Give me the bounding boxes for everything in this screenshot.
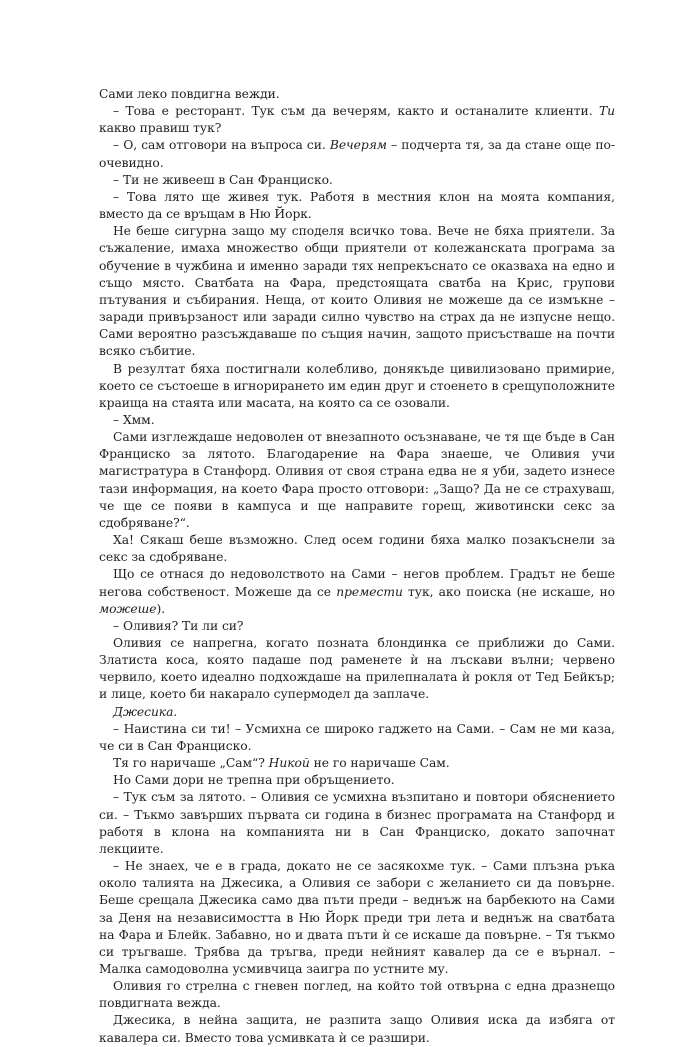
italic-text: можеше [99,601,157,616]
paragraph [99,858,615,978]
text-run: Тя го наричаше „Сам“? [113,756,269,771]
text-run: Сами леко повдигна вежди. [99,87,280,101]
paragraph [99,755,615,772]
paragraph [99,566,615,617]
paragraph [99,978,615,1012]
paragraph [99,721,615,755]
text-run: – подчерта тя, за да стане още по-очевидно. [99,138,615,170]
text-run: Не беше сигурна защо му споделя всичко това. Вече не бяха приятели. За съжаление, имаха множество общи приятели от колежанската програма за обучение в чужбина и именно заради тях непрекъснато се оказваха на едно и също място. Сватбата на Фара, предстоящата сватба на Крис, групови пътувания и събирания. Неща, от които Оливия не можеше да се измъкне – заради привързаност или заради силно чувство на страх да не изпусне нещо. Сами вероятно разсъждаваше по същия начин, защото присъстваше на почти всяко събитие. [99,224,615,359]
text-run: – Не знаех, че е в града, докато не се засякохме тук. – Сами плъзна ръка около талията на Джесика, а Оливия се забори с желанието си да повърне. Беше срещала Джесика само два пъти преди – веднъж на барбекюто на Сами за Деня на независимостта в Ню Йорк преди три лета и веднъж на сватбата на Фара и Блейк. Забавно, но и двата пъти ѝ се искаше да повърне. – Тя тъкмо си тръгваше. Трябва да тръгва, преди нейният кавалер да се е върнал. – Малка самодоволна усмивчица заигра по устните му. [99,859,615,976]
paragraph [99,772,615,789]
paragraph [99,86,615,103]
italic-text: Вечерям [329,138,387,153]
text-run: какво правиш тук? [99,121,222,136]
paragraph [99,223,615,360]
text-run: Сами изглеждаше недоволен от внезапното осъзнаване, че тя ще бъде в Сан Франциско за лятото. Благодарение на Фара знаеше, че Оливия учи магистратура в Станфорд. Оливия от своя страна едва не я уби, задето изнесе тази информация, на което Фара просто отговори: „Защо? Да не се страхуваш, че ще се появи в кампуса и ще направите горещ, животински секс за сдобряване?“. [99,430,615,530]
paragraph [99,532,615,566]
paragraph [99,361,615,412]
text-run: Оливия го стрелна с гневен поглед, на който той отвърна с една дразнещо повдигната вежда. [99,979,615,1011]
paragraph [99,172,615,189]
text-run: – Това е ресторант. Тук съм да вечерям, както и останалите клиенти. [113,104,599,119]
italic-text: Никой [268,756,310,771]
page-body [99,86,615,1047]
paragraph [99,618,615,635]
paragraph [99,429,615,532]
text-run: – Наистина си ти! – Усмихна се широко гаджето на Сами. – Сам не ми каза, че си в Сан Франциско. [99,721,615,753]
text-run: Що се отнася до недоволството на Сами – негов проблем. Градът не беше негова собственост. Можеше да се [99,567,615,599]
italic-text: премести [336,584,403,599]
italic-text: Ти [598,104,615,119]
paragraph [99,1012,615,1046]
paragraph [99,137,615,171]
italic-text: Джесика. [113,704,178,719]
text-run: – Ти не живееш в Сан Франциско. [113,172,333,187]
text-run: не го наричаше Сам. [309,756,450,771]
text-run: – Тук съм за лятото. – Оливия се усмихна възпитано и повтори обяснението си. – Тъкмо завърших първата си година в бизнес програмата на Станфорд и работя в клона на компанията ни в Сан Франциско, докато започнат лекциите. [99,790,615,856]
text-run: Оливия се напрегна, когато позната блондинка се приближи до Сами. Златиста коса, която падаше под раменете ѝ на лъскави вълни; червено червило, което идеално подхождаше на прилепналата ѝ рокля от Тед Бейкър; и лице, което би накарало супермодел да заплаче. [99,636,615,702]
text-run: В резултат бяха постигнали колебливо, донякъде цивилизовано примирие, което се състоеше в игнорирането им един друг и стоенето в срещуположните краища на стаята или масата, на която са се озовали. [99,361,615,410]
paragraph [99,635,615,704]
text-run: ). [156,601,166,616]
text-run: Джесика, в нейна защита, не разпита защо Оливия иска да избяга от кавалера си. Вместо това усмивката ѝ се разшири. [99,1013,615,1045]
text-run: – Хмм. [113,412,155,427]
text-run: – О, сам отговори на въпроса си. [113,138,330,153]
text-run: – Оливия? Ти ли си? [113,618,244,633]
text-run: – Това лято ще живея тук. Работя в местния клон на моята компания, вместо да се връщам в Ню Йорк. [99,189,615,222]
paragraph [99,189,615,223]
paragraph [99,704,615,721]
text-run: тук, ако поиска (не искаше, но [402,584,615,599]
text-run: Но Сами дори не трепна при обръщението. [113,773,395,788]
paragraph [99,789,615,858]
text-run: Ха! Сякаш беше възможно. След осем години бяха малко позакъснели за секс за сдобряване. [99,533,615,565]
paragraph [99,412,615,429]
paragraph [99,103,615,137]
